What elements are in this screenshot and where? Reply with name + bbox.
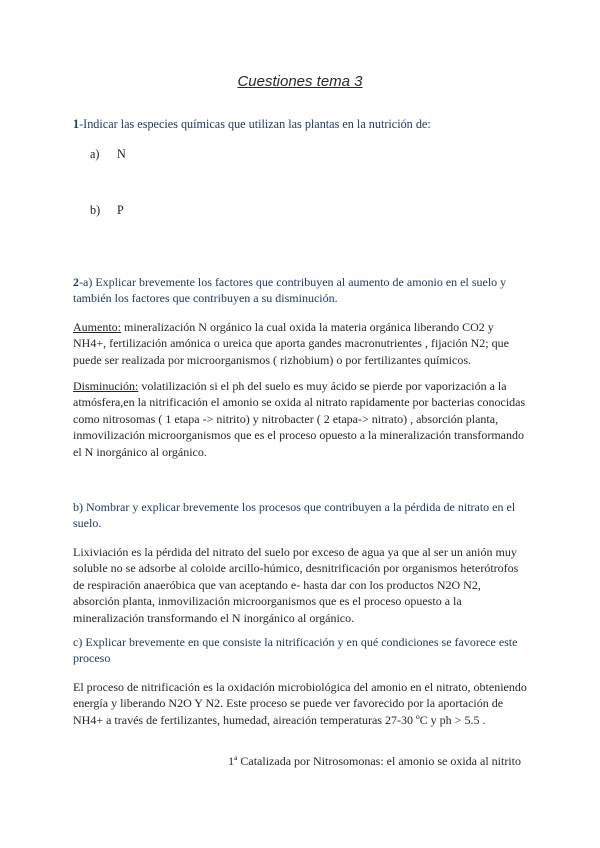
list-item-b-text: P xyxy=(117,203,124,217)
aumento-paragraph xyxy=(73,319,528,368)
list-item-a xyxy=(90,147,126,162)
question-2b: b) Nombrar y explicar brevemente los procesos que contribuyen a la pérdida de nitrato en el suelo. xyxy=(73,500,516,531)
question-1-text: -Indicar las especies químicas que utilizan las plantas en la nutrición de: xyxy=(79,117,431,131)
page-title: Cuestiones tema 3 xyxy=(237,73,363,90)
question-1-number: 1 xyxy=(73,117,80,131)
list-item-a-text: N xyxy=(117,147,126,161)
disminucion-paragraph xyxy=(73,378,528,460)
question-2a-text: -a) Explicar brevemente los factores que contribuyen al aumento de amonio en el suelo y también los factores que contribuyen a su disminución. xyxy=(73,275,507,306)
list-item-b xyxy=(90,203,124,218)
aumento-text: mineralización N orgánico la cual oxida la materia orgánica liberando CO2 y NH4+, fertilización amónica o ureica que aporta gandes macronutrientes , fijación N2; que puede ser realizada por microorganismos ( rizhobium) o por fertilizantes químicos. xyxy=(73,320,509,367)
question-2c-answer: El proceso de nitrificación es la oxidación microbiológica del amonio en el nitrato, obteniendo energía y liberando N2O Y N2. Este proceso se puede ver favorecido por la aportación de NH4+ a través de fertilizantes, humedad, aireación temperaturas 27-30 ºC y ph > 5.5 . xyxy=(73,680,527,727)
list-item-b-label: b) xyxy=(90,203,101,217)
question-1 xyxy=(73,117,431,132)
disminucion-label: Disminución: xyxy=(73,379,139,393)
aumento-label: Aumento: xyxy=(73,320,121,334)
question-2b-answer: Lixiviación es la pérdida del nitrato del suelo por exceso de agua ya que al ser un anión muy soluble no se adsorbe al coloide arcillo-húmico, desnitrificación por organismos heterótrofos de respiración anaeróbica que van aceptando e- hasta dar con los productos N2O N2, absorción planta, inmovilización microorganismos que es el proceso opuesto a la mineralización transformando el N inorgánico al orgánico. xyxy=(73,545,519,625)
nitrification-step-1: 1ª Catalizada por Nitrosomonas: el amonio se oxida al nitrito xyxy=(228,754,521,768)
question-2c: c) Explicar brevemente en que consiste la nitrificación y en qué condiciones se favorece este proceso xyxy=(73,635,518,666)
question-2a xyxy=(73,274,528,307)
list-item-a-label: a) xyxy=(90,147,100,161)
question-2-number: 2 xyxy=(73,275,79,289)
disminucion-text: volatilización si el ph del suelo es muy ácido se pierde por vaporización a la atmósfera,en la nitrificación el amonio se oxida al nitrato rapidamente por bacterias conocidas como nitrosomas ( 1 etapa -> nitrito) y nitrobacter ( 2 etapa-> nitrato) , absorción planta, inmovilización microorganismos que es el proceso opuesto a la mineralización transformando el N inorgánico al orgánico. xyxy=(73,379,526,459)
